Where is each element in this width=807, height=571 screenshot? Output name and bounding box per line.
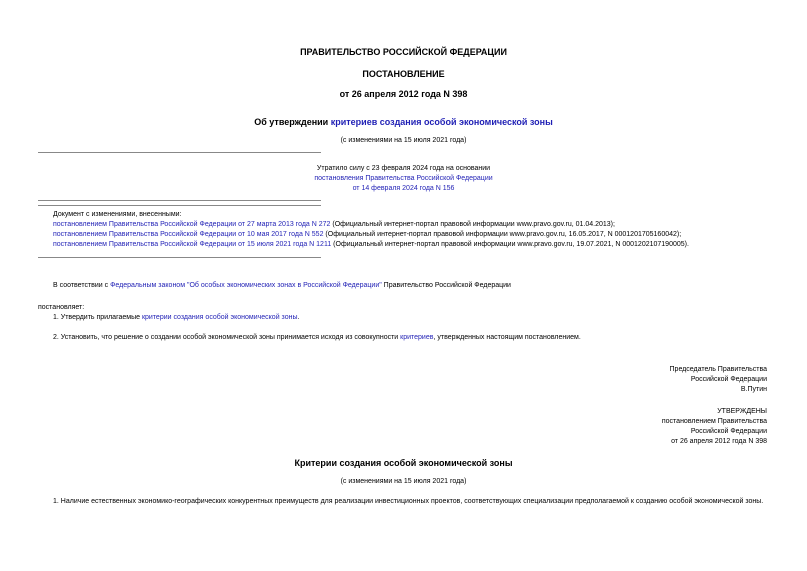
paragraph-preamble <box>53 282 511 290</box>
paragraph-item-2 <box>53 334 581 342</box>
repeal-notice-line1: Утратило силу с 23 февраля 2024 года на основании <box>316 165 491 172</box>
amendment-link[interactable]: постановлением Правительства Российской Федерации от 10 мая 2017 года N 552 <box>53 231 324 238</box>
approved-line2: постановлением Правительства <box>661 418 767 425</box>
signature-org: Российской Федерации <box>690 376 767 383</box>
document-title <box>0 117 807 127</box>
item1-suffix: . <box>297 314 300 321</box>
signature-name: В.Путин <box>740 386 767 393</box>
criteria-title: Критерии создания особой экономической зоны <box>294 458 513 468</box>
divider <box>38 200 321 201</box>
item1-prefix: 1. Утвердить прилагаемые <box>53 314 142 321</box>
approved-line4: от 26 апреля 2012 года N 398 <box>671 438 767 445</box>
criteria-appendix-link[interactable]: критерии создания особой экономической зоны <box>141 314 298 321</box>
preamble-prefix: В соответствии с <box>53 282 111 289</box>
amendment-source: (Официальный интернет-портал правовой информации www.pravo.gov.ru, 19.07.2021, N 0001202107190005). <box>331 241 689 248</box>
amendment-link[interactable]: постановлением Правительства Российской Федерации от 27 марта 2013 года N 272 <box>53 221 331 228</box>
criteria-changes-note: (с изменениями на 15 июля 2021 года) <box>340 478 467 485</box>
divider <box>38 205 321 206</box>
item2-suffix: , утвержденных настоящим постановлением. <box>433 334 581 341</box>
approved-heading: УТВЕРЖДЕНЫ <box>717 408 767 415</box>
criteria-link[interactable]: критериев создания особой экономической зоны <box>330 117 553 127</box>
federal-law-link[interactable]: Федеральным законом "Об особых экономических зонах в Российской Федерации" <box>110 282 382 289</box>
amendment-source: (Официальный интернет-портал правовой информации www.pravo.gov.ru, 16.05.2017, N 0001201705160042); <box>323 231 682 238</box>
repeal-notice-line3-wrap <box>0 185 807 193</box>
repeal-decree-date-link[interactable]: от 14 февраля 2024 года N 156 <box>352 185 455 192</box>
criteria-item-1: 1. Наличие естественных экономико-географических конкурентных преимуществ для реализации инвестиционных проектов, соответствующих специализации предполагаемой к созданию особой экономической зоны. <box>53 498 764 505</box>
amendments-intro: Документ с изменениями, внесенными: <box>53 211 182 218</box>
government-heading: ПРАВИТЕЛЬСТВО РОССИЙСКОЙ ФЕДЕРАЦИИ <box>300 47 507 57</box>
signature-position: Председатель Правительства <box>669 366 767 373</box>
decides-text: постановляет: <box>38 304 85 311</box>
approved-line3: Российской Федерации <box>690 428 767 435</box>
document-type-heading: ПОСТАНОВЛЕНИЕ <box>362 69 445 79</box>
amendment-item <box>53 221 615 229</box>
paragraph-item-1 <box>53 314 299 322</box>
amendment-item <box>53 241 689 249</box>
item2-prefix: 2. Установить, что решение о создании особой экономической зоны принимается исходя из совокупности <box>53 334 401 341</box>
changes-note: (с изменениями на 15 июля 2021 года) <box>340 137 467 144</box>
criteria-link[interactable]: критериев <box>400 334 434 341</box>
repeal-decree-link[interactable]: постановления Правительства Российской Федерации <box>314 175 493 182</box>
document-date-number: от 26 апреля 2012 года N 398 <box>339 89 468 99</box>
amendment-item <box>53 231 681 239</box>
amendment-link[interactable]: постановлением Правительства Российской Федерации от 15 июля 2021 года N 1211 <box>53 241 332 248</box>
divider <box>38 257 321 258</box>
divider <box>38 152 321 153</box>
document-title-prefix: Об утверждении <box>254 117 331 127</box>
preamble-suffix: Правительство Российской Федерации <box>381 282 511 289</box>
repeal-notice-line2-wrap <box>0 175 807 183</box>
amendment-source: (Официальный интернет-портал правовой информации www.pravo.gov.ru, 01.04.2013); <box>330 221 615 228</box>
